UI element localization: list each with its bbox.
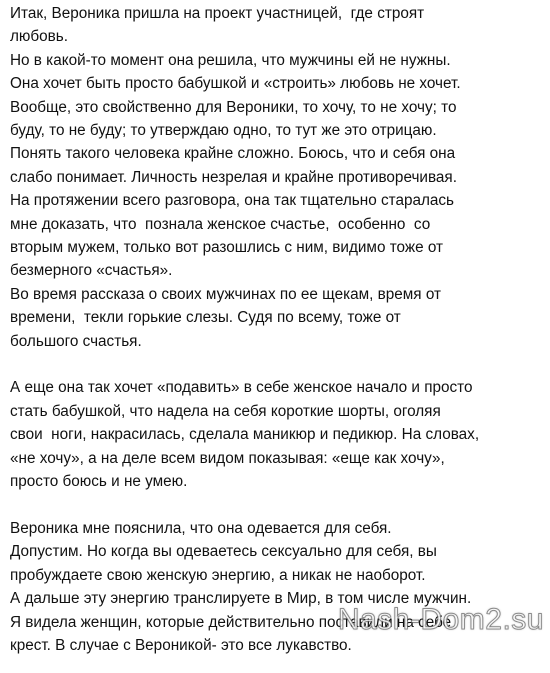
text-line: свои ноги, накрасилась, сделала маникюр и педикюр. На словах,: [10, 426, 480, 444]
paragraph-spacer: [10, 494, 550, 517]
text-line: Вероника мне пояснила, что она одевается для себя.: [10, 519, 392, 537]
text-line: Допустим. Но когда вы одеваетесь сексуально для себя, вы: [10, 543, 437, 561]
paragraph: [10, 517, 550, 657]
text-line: мне доказать, что познала женское счастье, особенно со: [10, 215, 431, 233]
text-line: буду, то не буду; то утверждаю одно, то тут же это отрицаю.: [10, 122, 437, 140]
text-line: Итак, Вероника пришла на проект участницей, где строят: [10, 5, 425, 22]
text-line: На протяжении всего разговора, она так тщательно старалась: [10, 192, 455, 210]
text-line: Я видела женщин, которые действительно поставили на себе: [10, 613, 452, 631]
text-line: Вообще, это свойственно для Вероники, то хочу, то не хочу; то: [10, 98, 457, 116]
text-line: А еще она так хочет «подавить» в себе женское начало и просто: [10, 379, 473, 397]
text-line: Понять такого человека крайне сложно. Боюсь, что и себя она: [10, 145, 456, 163]
paragraph: [10, 376, 550, 493]
paragraph-spacer: [10, 353, 550, 376]
text-line: Но в какой-то момент она решила, что мужчины ей не нужны.: [10, 51, 451, 69]
text-line: времени, текли горькие слезы. Судя по всему, тоже от: [10, 309, 401, 327]
text-line: слабо понимает. Личность незрелая и крайне противоречивая.: [10, 168, 457, 186]
text-line: крест. В случае с Вероникой- это все лукавство.: [10, 636, 352, 654]
paragraph: [10, 2, 550, 353]
text-line: большого счастья.: [10, 332, 142, 350]
text-line: Она хочет быть просто бабушкой и «строить» любовь не хочет.: [10, 75, 461, 93]
text-line: «не хочу», а на деле всем видом показывая: «еще как хочу»,: [10, 449, 445, 467]
site-watermark: Nash-Dom2.su: [337, 603, 544, 636]
text-line: Во время рассказа о своих мужчинах по ее щекам, время от: [10, 285, 441, 303]
text-line: безмерного «счастья».: [10, 262, 173, 280]
text-line: стать бабушкой, что надела на себя короткие шорты, оголяя: [10, 402, 441, 420]
text-line: просто боюсь и не умею.: [10, 473, 188, 491]
text-line: А дальше эту энергию транслируете в Мир, в том числе мужчин.: [10, 590, 472, 608]
text-line: вторым мужем, только вот разошлись с ним, видимо тоже от: [10, 239, 444, 257]
document-body: [10, 2, 550, 657]
text-line: любовь.: [10, 28, 69, 46]
text-line: пробуждаете свою женскую энергию, а никак не наоборот.: [10, 566, 426, 584]
